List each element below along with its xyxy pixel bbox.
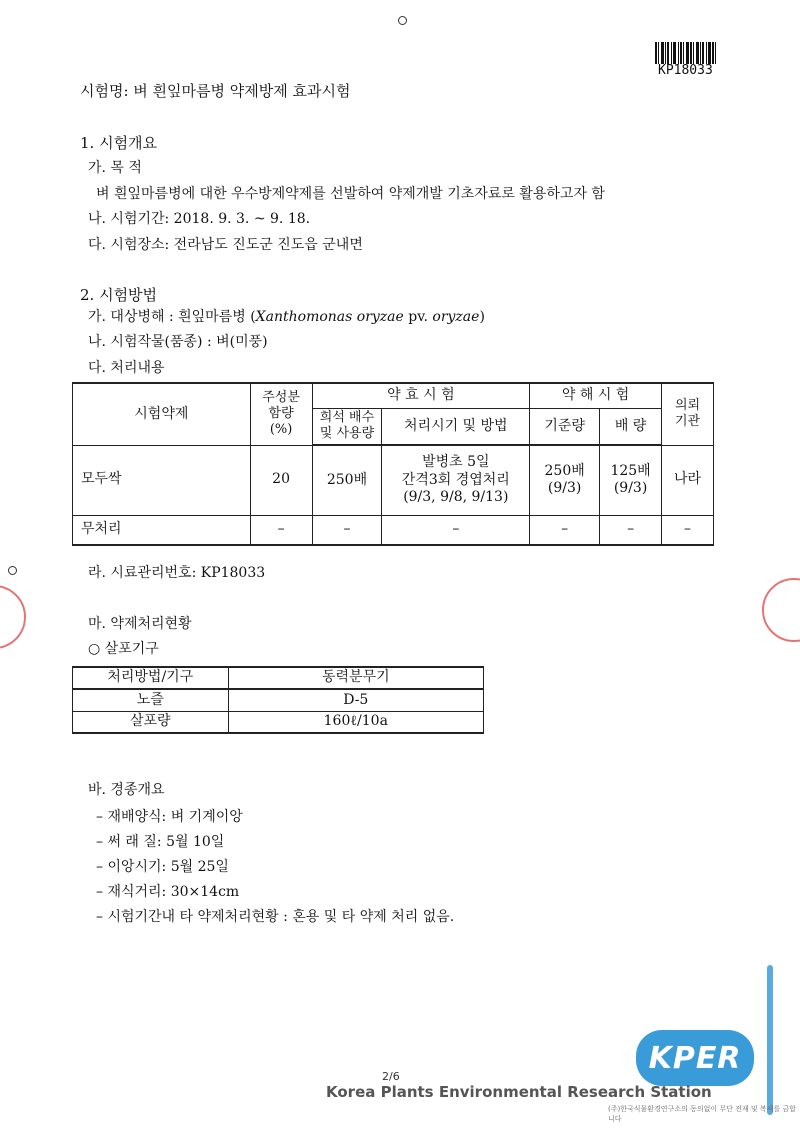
th-dilution: 희석 배수 및 사용량 [312,408,382,445]
table-row [73,445,714,515]
table-row [73,689,484,711]
cell-value: D-5 [228,689,483,711]
cell-content: 20 [250,445,312,515]
sample-number: 라. 시료관리번호: KP18033 [88,565,266,581]
footer-org-name: Korea Plants Environmental Research Station [326,1083,712,1101]
cell-value: 160ℓ/10a [228,711,483,733]
th-double: 배 량 [600,408,662,445]
th-efficacy: 약 효 시 험 [312,383,530,408]
spray-status-label: 마. 약제처리현황 [88,616,192,632]
cell-drug: 무처리 [73,515,251,545]
s2-treatment-label: 다. 처리내용 [88,360,165,376]
cell-dilution: – [312,515,382,545]
list-item: – 재식거리: 30×14cm [96,884,240,900]
th-timing: 처리시기 및 방법 [382,408,530,445]
s1-purpose-label: 가. 목 적 [88,160,142,176]
cell-double: – [600,515,662,545]
s1-purpose-text: 벼 흰잎마름병에 대한 우수방제약제를 선발하여 약제개발 기초자료로 활용하고자 함 [96,186,605,202]
treatment-table [72,382,714,546]
seal-stamp-right [762,578,800,642]
punch-hole [398,16,407,25]
cell-timing: 발병초 5일 간격3회 경엽처리 (9/3, 9/8, 9/13) [382,445,530,515]
s1-period: 나. 시험기간: 2018. 9. 3. ~ 9. 18. [88,211,311,227]
doc-code: KP18033 [658,63,713,78]
cell-timing: – [382,515,530,545]
th-phytotoxicity: 약 해 시 험 [530,383,662,408]
s2-crop: 나. 시험작물(품종) : 벼(미풍) [88,334,268,350]
sprayer-label: ○ 살포기구 [88,641,159,657]
list-item: – 이앙시기: 5월 25일 [96,859,229,875]
th-content: 주성분 함량 (%) [250,383,312,445]
cell-agency: 나라 [662,445,714,515]
s1-location: 다. 시험장소: 전라남도 진도군 진도읍 군내면 [88,237,363,253]
cell-content: – [250,515,312,545]
list-item: – 써 래 질: 5월 10일 [96,834,225,850]
decorative-bar [767,965,773,1115]
kper-logo: KPER [636,1030,754,1086]
table-row [73,711,484,733]
footer-copyright: (주)한국식물환경연구소의 동의없이 무단 전재 및 복제를 금합니다 [608,1105,796,1123]
th-drug: 시험약제 [73,383,251,445]
cell-agency: – [662,515,714,545]
cell-double: 125배 (9/3) [600,445,662,515]
th-method: 처리방법/기구 [73,667,229,689]
section-1-heading: 1. 시험개요 [80,134,158,152]
cultivation-label: 바. 경종개요 [88,782,165,798]
punch-hole [8,566,17,575]
th-agency: 의뢰 기관 [662,383,714,445]
barcode-icon [655,42,716,64]
cell-standard: 250배 (9/3) [530,445,600,515]
sprayer-table [72,666,484,734]
cell-key: 노즐 [73,689,229,711]
list-item: – 재배양식: 벼 기계이앙 [96,809,243,825]
table-row [73,515,714,545]
cell-key: 살포량 [73,711,229,733]
section-2-heading: 2. 시험방법 [80,286,158,304]
seal-stamp-left [0,585,26,649]
cell-drug: 모두싹 [73,445,251,515]
test-title: 시험명: 벼 흰잎마름병 약제방제 효과시험 [80,82,351,100]
th-sprayer: 동력분무기 [228,667,483,689]
s2-target-disease: 가. 대상병해 : 흰잎마름병 (Xanthomonas oryzae pv. oryzae) [88,309,485,325]
th-standard: 기준량 [530,408,600,445]
page-number: 2/6 [382,1070,400,1083]
cell-dilution: 250배 [312,445,382,515]
cell-standard: – [530,515,600,545]
list-item: – 시험기간내 타 약제처리현황 : 혼용 및 타 약제 처리 없음. [96,909,455,925]
